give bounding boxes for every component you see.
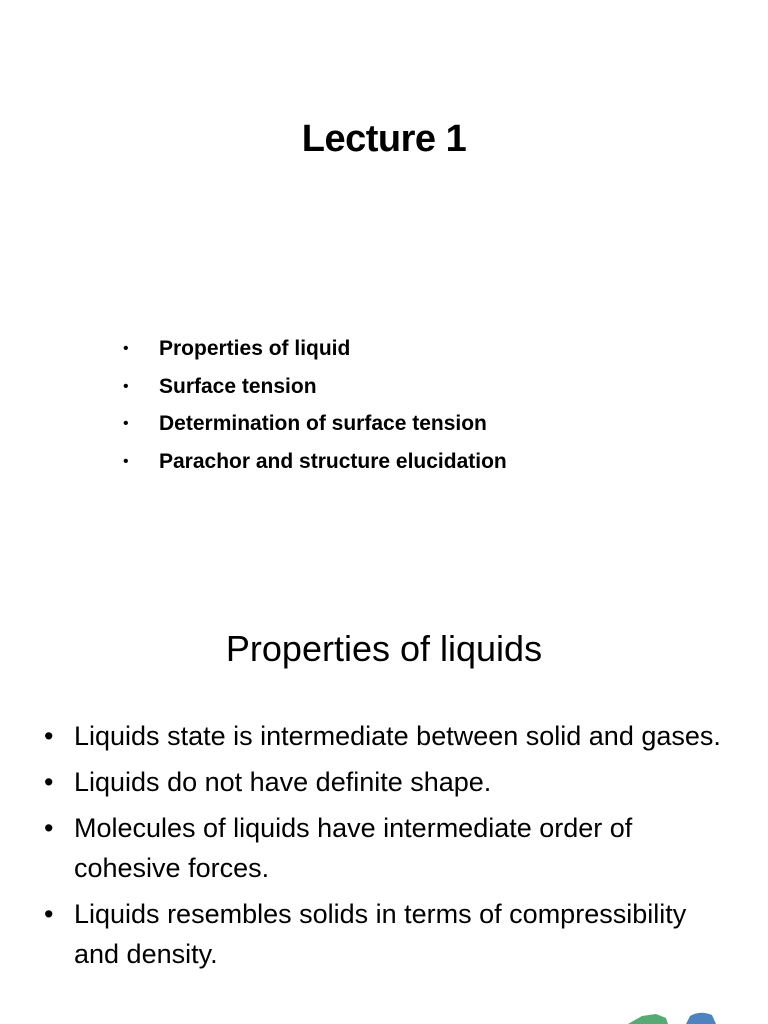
bullet-icon: • — [123, 377, 129, 395]
list-item-text: Molecules of liquids have intermediate order of cohesive forces. — [74, 813, 633, 883]
bullet-icon: • — [44, 899, 54, 929]
list-item — [44, 808, 734, 888]
list-item-text: Surface tension — [159, 374, 317, 398]
bullet-icon: • — [123, 415, 129, 432]
bullet-icon: • — [123, 452, 129, 470]
bullet-icon: • — [123, 340, 129, 357]
list-item — [44, 716, 734, 756]
list-item-text: Liquids do not have definite shape. — [74, 767, 492, 797]
list-item — [120, 443, 507, 481]
list-item-text: Parachor and structure elucidation — [159, 449, 507, 473]
slide-properties-of-liquids — [0, 576, 768, 1024]
decorative-graphic-icon — [628, 1010, 728, 1024]
bullet-icon: • — [44, 721, 54, 751]
list-item — [44, 762, 734, 802]
agenda-list — [120, 330, 507, 480]
bullet-icon: • — [44, 767, 54, 797]
list-item — [120, 330, 507, 368]
slide-title: Lecture 1 — [301, 118, 467, 160]
list-item-text: Determination of surface tension — [159, 412, 487, 435]
slide-title: Properties of liquids — [225, 628, 543, 669]
bullet-list — [44, 716, 734, 980]
list-item-text: Properties of liquid — [159, 337, 351, 360]
list-item — [120, 405, 507, 443]
list-item-text: Liquids resembles solids in terms of compressibility and density. — [74, 899, 687, 969]
bullet-icon: • — [44, 813, 54, 843]
list-item — [44, 894, 734, 974]
list-item-text: Liquids state is intermediate between solid and gases. — [74, 721, 721, 751]
list-item — [120, 368, 507, 406]
